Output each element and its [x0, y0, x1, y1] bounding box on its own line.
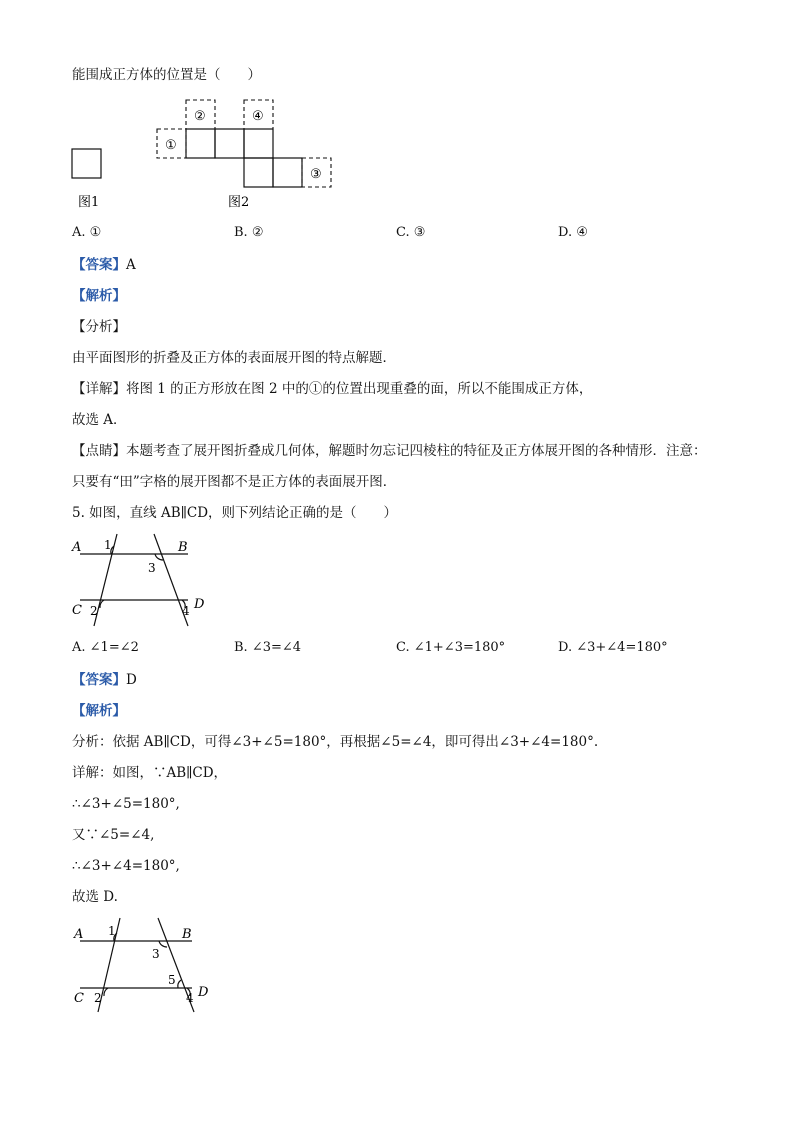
point-d: D [198, 985, 209, 1000]
analysis-tag: 【解析】 [72, 288, 126, 304]
q4-choose: 故选 A． [72, 412, 127, 428]
q4-dianjing-line [72, 442, 707, 460]
q5-stem: 5. 如图，直线 AB∥CD，则下列结论正确的是（ ） [72, 505, 398, 521]
q5-analysis-tag [72, 702, 126, 720]
xiangjie-text: 将图 1 的正方形放在图 2 中的①的位置出现重叠的面，所以不能围成正方体， [126, 381, 593, 397]
point-a: A [74, 927, 84, 942]
q4-answer-line [72, 256, 136, 274]
angle-2: 2 [90, 604, 98, 618]
point-d: D [194, 597, 205, 612]
q4-option-b: B. ② [234, 225, 264, 240]
q4-stem: 能围成正方体的位置是（ ） [72, 67, 261, 83]
answer-tag: 【答案】 [72, 672, 126, 688]
fig2-caption: 图2 [228, 195, 250, 210]
angle-1: 1 [108, 924, 116, 938]
q5-option-a: A. ∠1=∠2 [72, 640, 139, 655]
fig-label-4: ④ [252, 109, 264, 124]
dianjing-tag: 【点睛】 [72, 443, 126, 459]
answer-tag: 【答案】 [72, 257, 126, 273]
q5-line-5: ∴∠3+∠4=180°, [72, 858, 180, 874]
fig1-caption: 图1 [78, 195, 100, 210]
fenxi-tag: 【分析】 [72, 319, 126, 335]
parallel-lines-figure-2 [70, 914, 214, 1014]
q5-line-4: 又∵∠5=∠4, [72, 827, 155, 843]
q5-line-1: 分析：依据 AB∥CD，可得∠3+∠5=180°，再根据∠5=∠4，即可得出∠3+∠4=180°. [72, 734, 599, 750]
net-figure [68, 98, 338, 214]
angle-3: 3 [148, 561, 156, 575]
q5-line-6: 故选 D. [72, 889, 118, 905]
answer-value: D [126, 672, 137, 688]
q4-xiangjie-line [72, 380, 592, 398]
q4-dianjing-text2: 只要有“田”字格的展开图都不是正方体的表面展开图． [72, 474, 397, 490]
q5-option-c: C. ∠1+∠3=180° [396, 640, 506, 655]
parallel-lines-figure-1 [70, 530, 210, 630]
fig-label-1: ① [165, 138, 177, 153]
point-b: B [178, 540, 188, 555]
q4-fenxi-text: 由平面图形的折叠及正方体的表面展开图的特点解题． [72, 350, 396, 366]
q4-option-a: A. ① [72, 225, 102, 240]
point-c: C [72, 603, 82, 618]
angle-5: 5 [168, 973, 176, 987]
point-b: B [182, 927, 192, 942]
xiangjie-tag: 【详解】 [72, 381, 126, 397]
angle-4: 4 [186, 991, 194, 1005]
q5-option-b: B. ∠3=∠4 [234, 640, 302, 655]
angle-4: 4 [182, 604, 190, 618]
q5-line-3: ∴∠3+∠5=180°, [72, 796, 180, 812]
answer-value: A [126, 257, 136, 273]
q4-analysis-tag [72, 287, 126, 305]
q5-line-2: 详解：如图，∵AB∥CD， [72, 765, 228, 781]
q5-answer-line [72, 671, 137, 689]
fig-label-3: ③ [310, 167, 322, 182]
q5-option-d: D. ∠3+∠4=180° [558, 640, 668, 655]
q4-option-c: C. ③ [396, 225, 426, 240]
point-c: C [74, 991, 84, 1006]
point-a: A [72, 540, 82, 555]
analysis-tag: 【解析】 [72, 703, 126, 719]
q4-option-d: D. ④ [558, 225, 588, 240]
angle-3: 3 [152, 947, 160, 961]
fig-label-2: ② [194, 109, 206, 124]
angle-1: 1 [104, 538, 112, 552]
angle-2: 2 [94, 991, 102, 1005]
q4-fenxi-tag [72, 318, 126, 336]
dianjing-text: 本题考查了展开图折叠成几何体，解题时勿忘记四棱柱的特征及正方体展开图的各种情形．注意： [126, 443, 707, 459]
